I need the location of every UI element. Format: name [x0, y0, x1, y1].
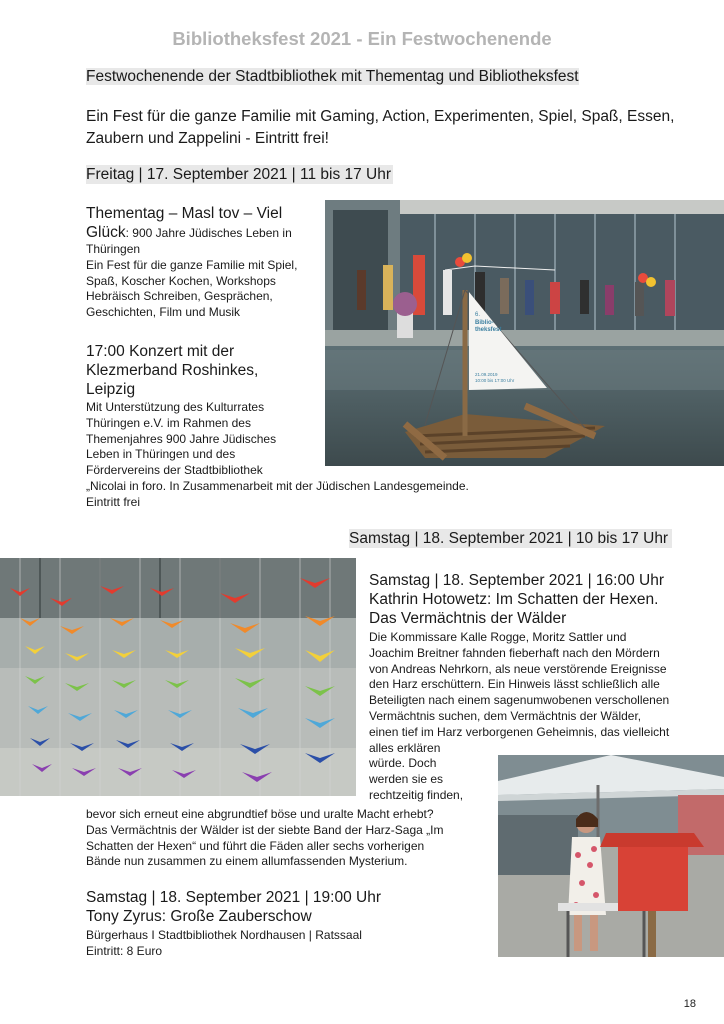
photo-origami-cranes-image [0, 558, 356, 796]
konzert-line: Themenjahres 900 Jahre Jüdisches [86, 431, 277, 446]
event-line: Beteiligten nach einem sagenumwobenen verschollenen [369, 693, 670, 708]
page-number: 18 [683, 998, 696, 1010]
saturday-date-text: Samstag | 18. September 2021 | 10 bis 17 Uhr [349, 529, 672, 548]
thementag-title-suffix: : 900 Jahre Jüdisches Leben in [125, 226, 292, 240]
event-line: rechtzeitig finden, [369, 787, 464, 802]
konzert-title-line: Leipzig [86, 381, 136, 398]
event-title-line: Kathrin Hotowetz: Im Schatten der Hexen. [369, 591, 659, 608]
konzert-line: Thüringen e.V. im Rahmen des [86, 415, 251, 430]
konzert-title-line: Klezmerband Roshinkes, [86, 362, 259, 379]
thementag-block [86, 204, 326, 321]
konzert-line: Mit Unterstützung des Kulturrates [86, 400, 265, 414]
friday-date-text: Freitag | 17. September 2021 | 11 bis 17 Uhr [86, 166, 392, 183]
page-title: Bibliotheksfest 2021 - Ein Festwochenende [172, 28, 552, 49]
event-line: Joachim Breitner fahnden fieberhaft nach den Mördern [369, 645, 660, 660]
sign-line: 6. [475, 312, 481, 318]
sign-line: 10:00 bis 17:00 Uhr [475, 378, 515, 383]
event-line: Vermächtnis suchen, dem Vermächtnis der Wälder, [369, 708, 642, 723]
thementag-title-line2 [86, 223, 326, 242]
event2-title-line: Tony Zyrus: Große Zauberschow [86, 908, 312, 925]
event-cont-line: Das Vermächtnis der Wälder ist der siebte Band der Harz-Saga „Im [86, 822, 444, 837]
konzert-line: Eintritt frei [86, 494, 141, 509]
event-cont-line: bevor sich erneut eine abgrundtief böse und uralte Macht erhebt? [86, 807, 434, 821]
thementag-line: Thüringen [86, 242, 141, 256]
event2-line: Eintritt: 8 Euro [86, 943, 163, 958]
thementag-title-line1: Thementag – Masl tov – Viel [86, 205, 283, 222]
konzert-line: Fördervereins der Stadtbibliothek [86, 463, 263, 478]
subheading [86, 68, 579, 86]
event-line: werden sie es [369, 772, 444, 787]
photo-reading-author [498, 755, 724, 957]
sign-line: theksfest [475, 327, 502, 333]
event2-line: Bürgerhaus I Stadtbibliothek Nordhausen | Ratssaal [86, 928, 362, 942]
event-line: den Harz erschüttern. Ein Hinweis lässt schließlich alle [369, 677, 660, 692]
event-cont-line: Bände nun zusammen zu einem allumfassenden Mysterium. [86, 854, 408, 869]
photo-origami-cranes [0, 558, 356, 796]
thementag-line: Hebräisch Schreiben, Gesprächen, [86, 289, 273, 304]
photo-reading-author-image [498, 755, 724, 957]
subheading-text: Festwochenende der Stadtbibliothek mit Thementag und Bibliotheksfest [86, 68, 579, 85]
event-line: einen tief im Harz verborgenen Geheimnis, das vielleicht [369, 724, 670, 739]
event2-title-line: Samstag | 18. September 2021 | 19:00 Uhr [86, 889, 381, 906]
sign-line: 21.09.2019 [475, 372, 498, 377]
photo-library-fountain [325, 200, 724, 466]
event-hotowetz-continued [86, 807, 496, 870]
event-title-line: Samstag | 18. September 2021 | 16:00 Uhr [369, 572, 664, 589]
intro-text: Ein Fest für die ganze Familie mit Gaming, Action, Experimenten, Spiel, Spaß, Essen, Zaubern und Zappelini - Eintritt frei! [86, 108, 675, 147]
konzert-block [86, 342, 469, 511]
event-line: von Andreas Nehrkorn, als neue verstörende Ereignisse [369, 661, 667, 676]
thementag-line: Spaß, Koscher Kochen, Workshops [86, 273, 276, 288]
thementag-line: Geschichten, Film und Musik [86, 305, 241, 320]
event-line: alles erklären [369, 740, 441, 755]
photo-library-fountain-image [325, 200, 724, 466]
event-zyrus-block [86, 888, 486, 960]
event-line: Die Kommissare Kalle Rogge, Moritz Sattler und [369, 630, 627, 644]
sign-line: Biblio- [475, 320, 494, 326]
konzert-line: „Nicolai in foro. In Zusammenarbeit mit der Jüdischen Landesgemeinde. [86, 478, 469, 493]
konzert-line: Leben in Thüringen und des [86, 447, 236, 462]
event-line: würde. Doch [369, 756, 437, 771]
konzert-title-line: 17:00 Konzert mit der [86, 343, 235, 360]
event-title-line: Das Vermächtnis der Wälder [369, 610, 567, 627]
friday-date-bar [86, 166, 393, 184]
thementag-line: Ein Fest für die ganze Familie mit Spiel, [86, 257, 298, 272]
thementag-title-glueck: Glück [86, 224, 126, 241]
event-cont-line: Schatten der Hexen“ und führt die Fäden aller sechs vorherigen [86, 838, 425, 853]
saturday-date-bar [349, 530, 672, 548]
